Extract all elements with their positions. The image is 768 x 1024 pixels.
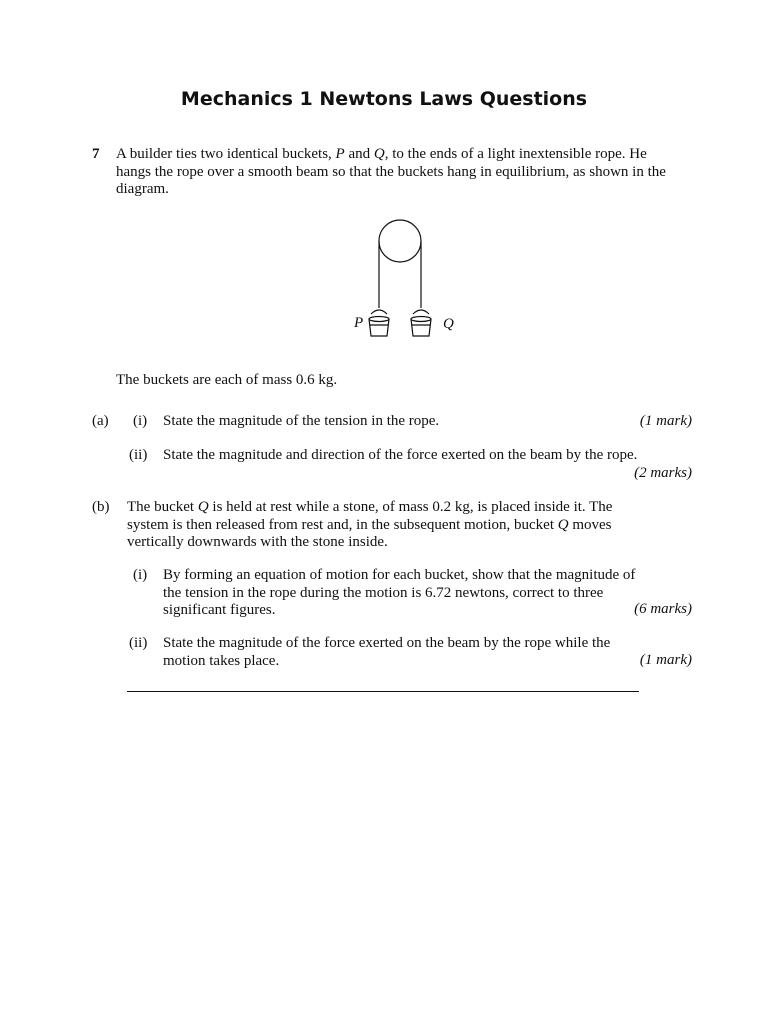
part-a-i-text: State the magnitude of the tension in the rope. <box>163 413 440 429</box>
part-b-line-3: vertically downwards with the stone inside. <box>127 534 388 550</box>
label-p: P <box>354 315 364 331</box>
part-a-i-label: (i) <box>133 413 148 429</box>
part-b-ii-line-2: motion takes place. <box>163 652 280 669</box>
part-b-ii-label: (ii) <box>129 635 148 651</box>
intro-line-2: hangs the rope over a smooth beam so that the buckets hang in equilibrium, as shown in the <box>116 163 666 180</box>
part-b-line-1: The bucket Q is held at rest while a stone, of mass 0.2 kg, is placed inside it. The <box>127 499 613 515</box>
part-b-i-line-3: significant figures. <box>163 602 276 618</box>
part-b-ii-line-1: State the magnitude of the force exerted on the beam by the rope while the <box>163 635 611 651</box>
part-b-i-line-1: By forming an equation of motion for each bucket, show that the magnitude of <box>163 567 636 583</box>
part-b-intro <box>127 499 707 552</box>
bucket-p <box>369 310 389 336</box>
question-number: 7 <box>92 146 100 162</box>
part-b-ii-marks: (1 mark) <box>639 652 692 668</box>
intro-line-3: diagram. <box>116 181 169 197</box>
part-b-i-line-2: the tension in the rope during the motion is 6.72 newtons, correct to three <box>163 584 604 601</box>
mass-statement: The buckets are each of mass 0.6 kg. <box>116 372 338 388</box>
bucket-q <box>411 310 431 336</box>
part-a-ii-marks: (2 marks) <box>634 465 692 481</box>
divider-rule <box>127 691 639 692</box>
label-q: Q <box>443 316 454 332</box>
part-b-i-text <box>163 567 683 620</box>
part-b-line-2: system is then released from rest and, in the subsequent motion, bucket Q moves <box>127 516 612 533</box>
part-b-i-label: (i) <box>133 567 148 583</box>
pulley-wheel <box>379 220 421 262</box>
part-a-label: (a) <box>92 413 109 429</box>
page-title: Mechanics 1 Newtons Laws Questions <box>180 88 588 110</box>
part-a-i-marks: (1 mark) <box>639 413 692 429</box>
part-b-ii-text <box>163 635 683 670</box>
part-b-i-marks: (6 marks) <box>634 601 692 617</box>
part-b-label: (b) <box>92 499 110 515</box>
intro-line-1: A builder ties two identical buckets, P and Q, to the ends of a light inextensible rope. He <box>116 146 647 162</box>
part-a-ii-text: State the magnitude and direction of the force exerted on the beam by the rope. <box>163 447 638 463</box>
part-a-ii-label: (ii) <box>129 447 148 463</box>
question-intro <box>116 146 706 199</box>
